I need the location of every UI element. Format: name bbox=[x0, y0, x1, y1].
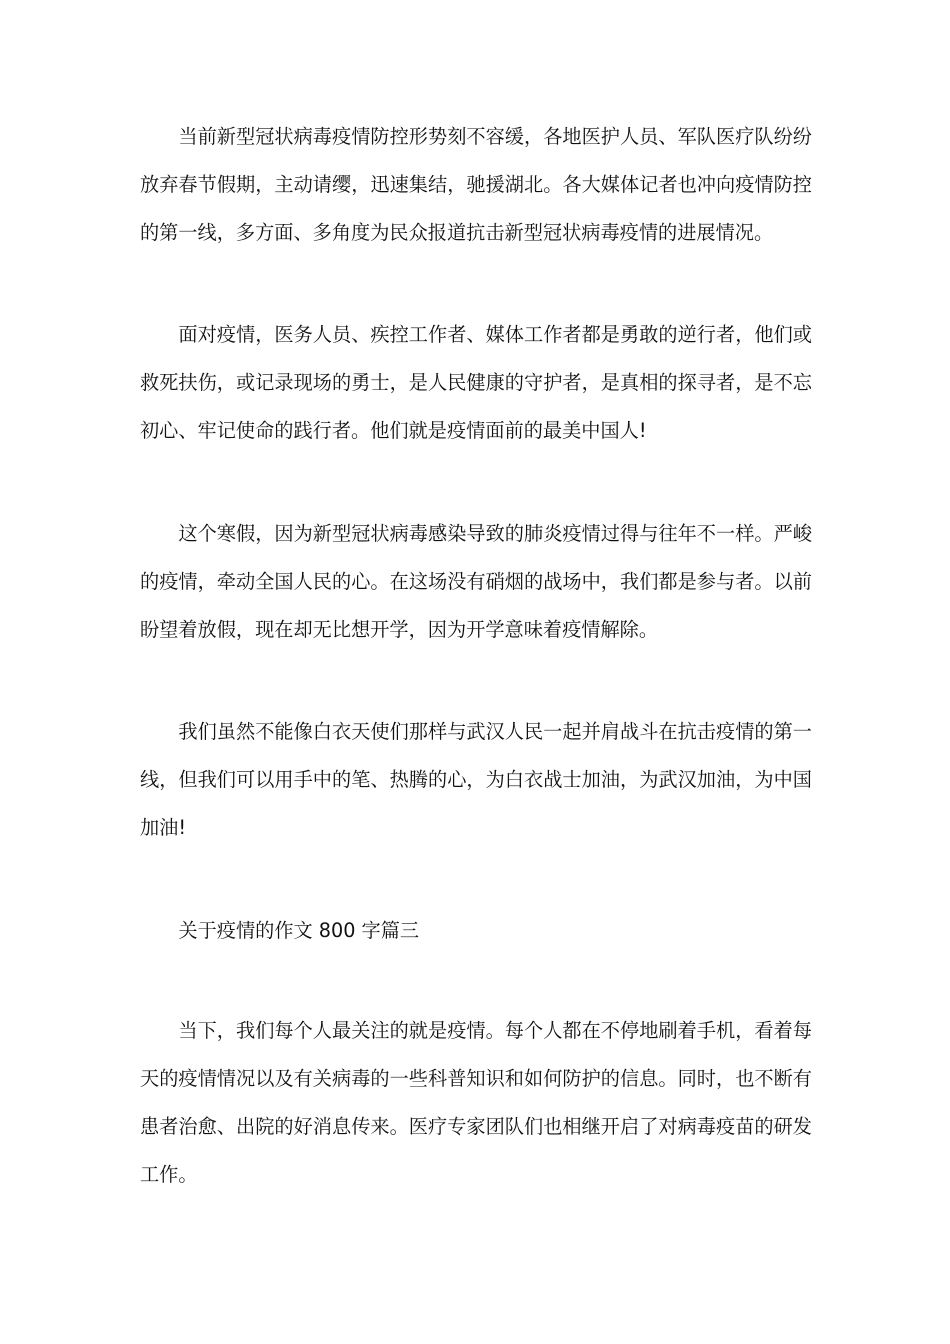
paragraph-4: 我们虽然不能像白衣天使们那样与武汉人民一起并肩战斗在抗击疫情的第一线，但我们可以用手中的笔、热腾的心，为白衣战士加油，为武汉加油，为中国加油! bbox=[140, 720, 812, 839]
paragraph-5: 当下，我们每个人最关注的就是疫情。每个人都在不停地刷着手机，看着每天的疫情情况以及有关病毒的一些科普知识和如何防护的信息。同时，也不断有患者治愈、出院的好消息传来。医疗专家团队们也相继开启了对病毒疫苗的研发工作。 bbox=[140, 1019, 812, 1186]
section-heading: 关于疫情的作文 800 字篇三 bbox=[178, 919, 420, 942]
paragraph-3: 这个寒假，因为新型冠状病毒感染导致的肺炎疫情过得与往年不一样。严峻的疫情，牵动全国人民的心。在这场没有硝烟的战场中，我们都是参与者。以前盼望着放假，现在却无比想开学，因为开学意味着疫情解除。 bbox=[140, 522, 812, 641]
paragraph-1: 当前新型冠状病毒疫情防控形势刻不容缓，各地医护人员、军队医疗队纷纷放弃春节假期，主动请缨，迅速集结，驰援湖北。各大媒体记者也冲向疫情防控的第一线，多方面、多角度为民众报道抗击新型冠状病毒疫情的进展情况。 bbox=[140, 125, 812, 244]
paragraph-2: 面对疫情，医务人员、疾控工作者、媒体工作者都是勇敢的逆行者，他们或救死扶伤，或记录现场的勇士，是人民健康的守护者，是真相的探寻者，是不忘初心、牢记使命的践行者。他们就是疫情面前的最美中国人! bbox=[140, 323, 812, 442]
